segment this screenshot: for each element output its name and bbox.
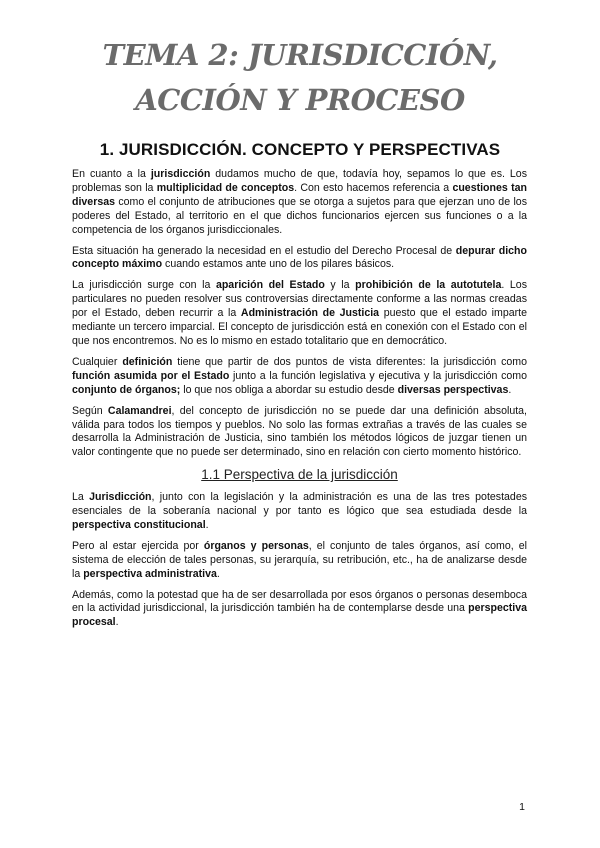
text-run: junto a la función legislativa y ejecutiva y la jurisdicción como bbox=[229, 369, 527, 382]
bold-text: perspectiva procesal bbox=[72, 602, 527, 629]
bold-text: jurisdicción bbox=[150, 168, 211, 180]
bold-text: órganos y personas bbox=[203, 539, 309, 552]
bold-text: diversas perspectivas bbox=[397, 383, 509, 396]
text-run: y la bbox=[324, 279, 356, 292]
paragraph bbox=[72, 405, 527, 461]
text-run: . bbox=[115, 616, 119, 629]
bold-text: conjunto de órganos; bbox=[72, 383, 181, 396]
paragraph bbox=[72, 589, 527, 631]
subsection-heading: 1.1 Perspectiva de la jurisdicción bbox=[201, 467, 398, 483]
text-run: . bbox=[216, 567, 220, 580]
bold-text: Calamandrei bbox=[107, 404, 172, 417]
paragraph bbox=[72, 356, 527, 398]
bold-text: prohibición de la autotutela bbox=[355, 279, 502, 292]
paragraph bbox=[72, 279, 527, 349]
text-run: . Con esto hacemos referencia a bbox=[294, 181, 453, 194]
text-run: , junto con la legislación y la administración es una de las tres potestades esenciales de la soberanía nacional y por tanto es lógico que sea estudiada desde la bbox=[72, 491, 528, 518]
text-run: La bbox=[72, 491, 90, 504]
text-run: En cuanto a la bbox=[72, 168, 151, 180]
document-title-line-1: TEMA 2: JURISDICCIÓN, bbox=[102, 38, 498, 72]
bold-text: multiplicidad de conceptos bbox=[156, 181, 295, 194]
bold-text: Jurisdicción bbox=[89, 491, 152, 504]
paragraph bbox=[72, 168, 527, 238]
bold-text: definición bbox=[122, 355, 173, 368]
text-run: cuando estamos ante uno de los pilares básicos. bbox=[162, 258, 395, 271]
text-run: . Los particulares no pueden resolver sus controversias directamente conforme a las normas creadas por el Estado, deben recurrir a la bbox=[72, 279, 527, 320]
text-run: . bbox=[205, 518, 209, 531]
text-run: . bbox=[508, 383, 512, 396]
text-run: puesto que el estado imparte mediante un tercero imparcial. El concepto de jurisdicción está en conexión con el Estado con el que nos encontremos. No es lo mismo en estado totalitario que en democrático. bbox=[72, 307, 528, 347]
text-run: como el conjunto de atribuciones que se otorga a sujetos para que ejerzan uno de los poderes del Estado, al territorio en el que dichos funcionarios ejercen sus funciones o a la competencia de los órganos jurisdiccionales. bbox=[72, 195, 527, 236]
text-run: dudamos mucho de que, todavía hoy, sepamos lo que es. Los problemas son la bbox=[72, 168, 527, 194]
bold-text: depurar dicho concepto máximo bbox=[72, 244, 527, 271]
text-run: Además, como la potestad que ha de ser desarrollada por esos órganos o personas desemboca en la actividad jurisdiccional, la jurisdicción también ha de contemplarse desde una bbox=[72, 588, 527, 615]
text-run: Según bbox=[72, 404, 108, 417]
text-run: Cualquier bbox=[72, 355, 123, 368]
bold-text: función asumida por el Estado bbox=[72, 369, 230, 382]
text-run: Esta situación ha generado la necesidad en el estudio del Derecho Procesal de bbox=[72, 244, 456, 257]
text-run: , el conjunto de tales órganos, así como, el sistema de elección de tales personas, su jerarquía, su retribución, etc., ha de analizarse desde la bbox=[72, 539, 527, 580]
paragraph bbox=[72, 540, 527, 582]
text-run: , del concepto de jurisdicción no se puede dar una definición absoluta, válida para todos los tiempos y pueblos. No solo las formas extrañas a través de las cuales se desarrolla la Administración de Justicia, sino también los métodos lógicos de juzgar tienen un valor contingente que no puede ser determinado, sino en relación con cierto momento histórico. bbox=[72, 404, 528, 459]
bold-text: Administración de Justicia bbox=[240, 307, 380, 320]
page-number: 1 bbox=[519, 801, 525, 813]
text-run: Pero al estar ejercida por bbox=[72, 539, 204, 552]
paragraph bbox=[72, 491, 527, 533]
bold-text: cuestiones tan diversas bbox=[72, 181, 527, 208]
document-title-line-2: ACCIÓN Y PROCESO bbox=[135, 83, 465, 117]
bold-text: aparición del Estado bbox=[215, 279, 325, 292]
paragraph bbox=[72, 245, 527, 273]
bold-text: perspectiva constitucional bbox=[72, 518, 206, 531]
section-heading: 1. JURISDICCIÓN. CONCEPTO Y PERSPECTIVAS bbox=[99, 140, 501, 159]
bold-text: perspectiva administrativa bbox=[83, 567, 217, 580]
document-body bbox=[72, 168, 527, 637]
text-run: lo que nos obliga a abordar su estudio desde bbox=[180, 383, 398, 396]
text-run: La jurisdicción surge con la bbox=[72, 279, 216, 292]
text-run: tiene que partir de dos puntos de vista diferentes: la jurisdicción como bbox=[172, 355, 527, 368]
